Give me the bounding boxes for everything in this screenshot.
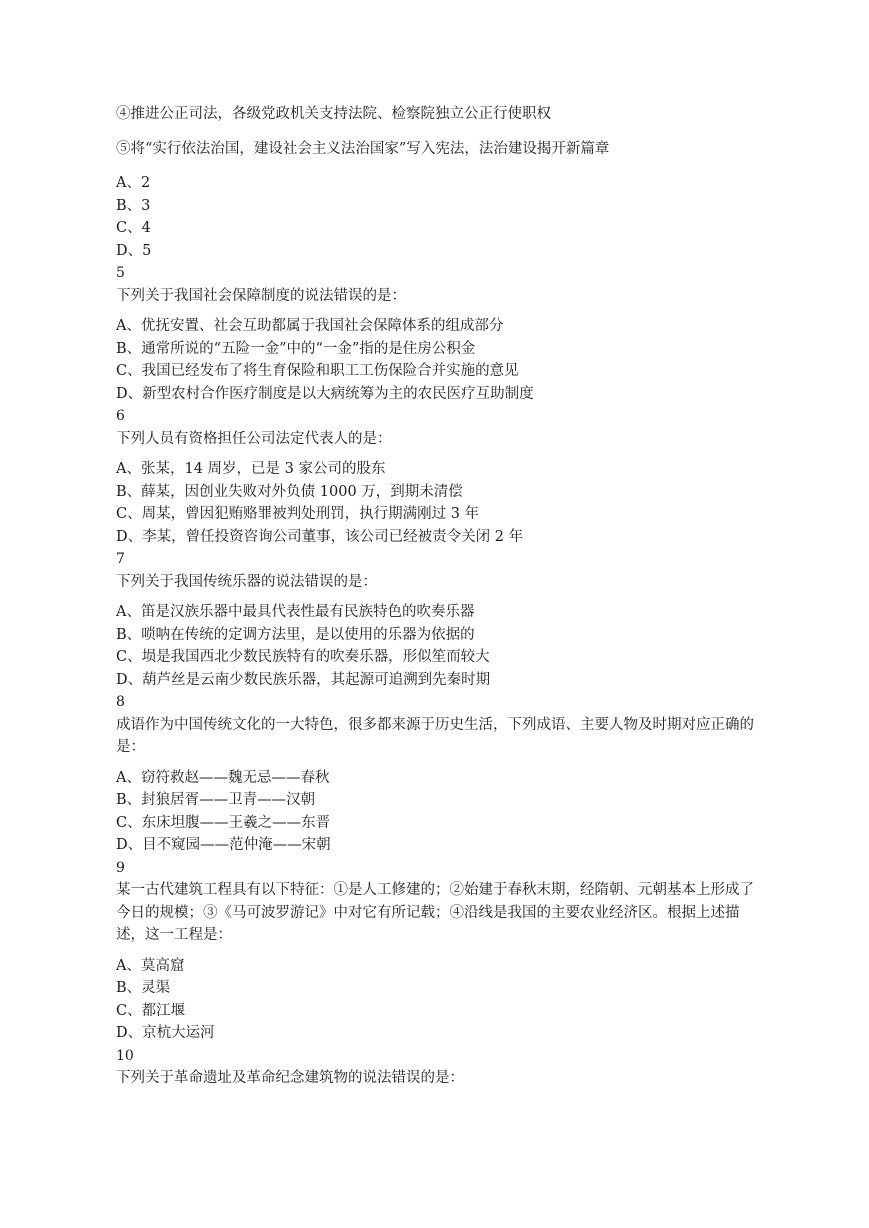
- option-b: B、灵渠: [116, 980, 171, 996]
- question-stem: 某一古代建筑工程具有以下特征：①是人工修建的；②始建于春秋末期，经隋朝、元朝基本上形成了今日的规模；③《马可波罗游记》中对它有所记载；④沿线是我国的主要农业经济区。根据上述描述，这一工程是：: [116, 882, 754, 943]
- option-c: C、都江堰: [116, 1002, 186, 1019]
- exam-page: [116, 103, 756, 1090]
- option-d: D、新型农村合作医疗制度是以大病统筹为主的农民医疗互助制度: [116, 385, 534, 402]
- question-number: 6: [116, 408, 125, 424]
- option-c: C、我国已经发布了将生育保险和职工工伤保险合并实施的意见: [116, 363, 519, 379]
- option-a: A、窃符救赵——魏无忌——春秋: [116, 769, 330, 786]
- option-c: C、埙是我国西北少数民族特有的吹奏乐器，形似笙而较大: [116, 649, 490, 665]
- option-b: B、薛某，因创业失败对外负债 1000 万，到期未清偿: [116, 483, 463, 500]
- option-b: B、封狼居胥——卫青——汉朝: [116, 792, 316, 808]
- option-a: A、优抚安置、社会互助都属于我国社会保障体系的组成部分: [116, 318, 504, 334]
- question-number: 8: [116, 694, 125, 710]
- option-c: C、4: [116, 220, 151, 236]
- option-a: A、莫高窟: [116, 957, 185, 974]
- option-d: D、李某，曾任投资咨询公司董事，该公司已经被责令关闭 2 年: [116, 528, 524, 545]
- option-b: B、通常所说的“五险一金”中的“一金”指的是住房公积金: [116, 340, 476, 357]
- statement-4: ④推进公正司法，各级党政机关支持法院、检察院独立公正行使职权: [116, 106, 551, 122]
- option-b: B、3: [116, 197, 151, 214]
- option-c: C、周某，曾因犯贿赂罪被判处刑罚，执行期满刚过 3 年: [116, 506, 480, 522]
- question-number: 10: [116, 1047, 134, 1064]
- question-number: 9: [116, 859, 125, 876]
- option-d: D、京杭大运河: [116, 1025, 215, 1041]
- option-a: A、2: [116, 175, 151, 191]
- option-c: C、东床坦腹——王羲之——东晋: [116, 814, 331, 831]
- question-number: 7: [116, 551, 125, 567]
- option-d: D、目不窥园——范仲淹——宋朝: [116, 837, 331, 853]
- option-d: D、葫芦丝是云南少数民族乐器，其起源可追溯到先秦时期: [116, 671, 491, 688]
- question-stem: 下列关于我国社会保障制度的说法错误的是：: [116, 287, 406, 304]
- question-stem: 成语作为中国传统文化的一大特色，很多都来源于历史生活，下列成语、主要人物及时期对应正确的是：: [116, 716, 754, 755]
- option-b: B、唢呐在传统的定调方法里，是以使用的乐器为依据的: [116, 626, 475, 643]
- statement-5: ⑤将“实行依法治国，建设社会主义法治国家”写入宪法，法治建设揭开新篇章: [116, 140, 610, 157]
- question-number: 5: [116, 265, 125, 281]
- question-stem: 下列关于革命遗址及革命纪念建筑物的说法错误的是：: [116, 1070, 464, 1086]
- question-stem: 下列人员有资格担任公司法定代表人的是：: [116, 430, 392, 447]
- option-d: D、5: [116, 242, 152, 259]
- question-stem: 下列关于我国传统乐器的说法错误的是：: [116, 573, 377, 590]
- option-a: A、笛是汉族乐器中最具代表性最有民族特色的吹奏乐器: [116, 604, 475, 620]
- option-a: A、张某，14 周岁，已是 3 家公司的股东: [116, 461, 386, 477]
